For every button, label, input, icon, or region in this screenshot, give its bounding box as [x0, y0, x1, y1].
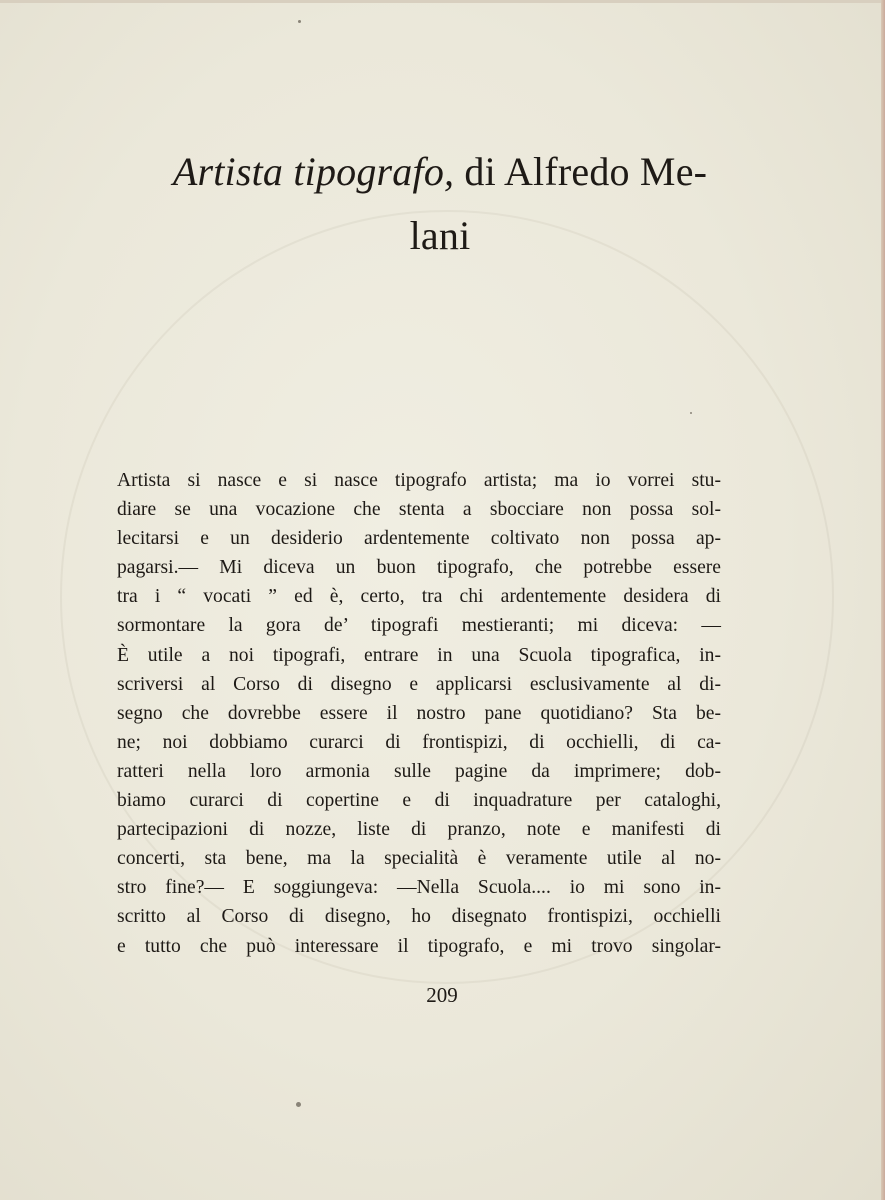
page-right-edge — [881, 0, 885, 1200]
ink-speck — [298, 20, 301, 23]
text-line: È utile a noi tipografi, entrare in una Scuola tipografica, in- — [117, 644, 721, 666]
title-second-line: lani — [409, 213, 471, 258]
text-line: stro fine?— E soggiungeva: —Nella Scuola.... io mi sono in- — [117, 877, 721, 899]
text-line: concerti, sta bene, ma la specialità è veramente utile al no- — [117, 848, 721, 870]
ink-speck — [690, 412, 692, 414]
text-line: ratteri nella loro armonia sulle pagine da imprimere; dob- — [117, 760, 721, 782]
title-italic-part: Artista tipografo, — [172, 149, 455, 194]
chapter-title — [100, 140, 780, 268]
text-line: Artista si nasce e si nasce tipografo artista; ma io vorrei stu- — [117, 470, 721, 491]
text-line: diare se una vocazione che stenta a sbocciare non possa sol- — [117, 499, 721, 521]
text-line: tra i “ vocati ” ed è, certo, tra chi ardentemente desidera di — [117, 586, 721, 608]
body-paragraph — [117, 466, 721, 961]
text-line: lecitarsi e un desiderio ardentemente coltivato non possa ap- — [117, 528, 721, 550]
text-line: scriversi al Corso di disegno e applicarsi esclusivamente al di- — [117, 673, 721, 695]
text-line: ne; noi dobbiamo curarci di frontispizi, di occhielli, di ca- — [117, 731, 721, 753]
text-line: biamo curarci di copertine e di inquadrature per cataloghi, — [117, 790, 721, 812]
text-line: scritto al Corso di disegno, ho disegnato frontispizi, occhielli — [117, 906, 721, 928]
text-line: pagarsi.— Mi diceva un buon tipografo, che potrebbe essere — [117, 557, 721, 579]
text-line: e tutto che può interessare il tipografo, e mi trovo singolar- — [117, 935, 721, 957]
page-number: 209 — [426, 983, 458, 1007]
text-line: segno che dovrebbe essere il nostro pane quotidiano? Sta be- — [117, 702, 721, 724]
text-line: partecipazioni di nozze, liste di pranzo, note e manifesti di — [117, 819, 721, 841]
page-top-edge — [0, 0, 885, 3]
ink-speck — [296, 1102, 301, 1107]
text-line: sormontare la gora de’ tipografi mestieranti; mi diceva: — — [117, 615, 721, 637]
title-author-part: di Alfredo Me- — [454, 149, 708, 194]
